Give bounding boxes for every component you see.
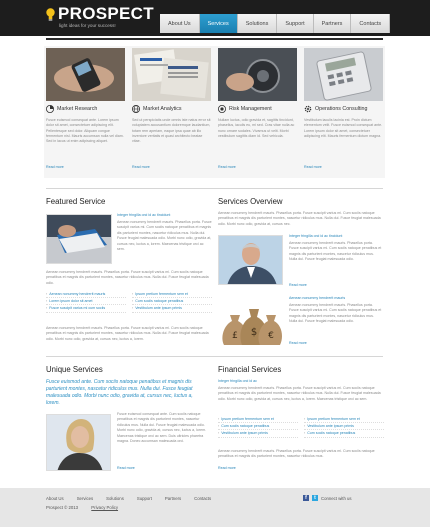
financial-paragraph-2: Aenean nonummy hendrerit mauris. Phasellus porta. Fusce suscipit varius mi. Cum sociis natoque penatibus et magnis dis parturient montes, nascetur ridiculus mus. bbox=[218, 449, 375, 459]
privacy-policy-link[interactable]: Privacy Policy bbox=[91, 505, 119, 510]
bullet-link[interactable]: › Cum sociis natoque penatibus bbox=[304, 430, 384, 437]
feature-text: Nullam luctus, odio gravida et, sagittis tincidunt, phasellus, iaculis eu, mi sed. Cras vitae nulla ac nunc ornare sodales. Vivamus ut velit. Morbi vestibulum sagittis diam id. Sed vehicula. bbox=[218, 118, 295, 138]
feature-image-phone bbox=[46, 48, 125, 101]
section-divider bbox=[46, 188, 383, 189]
target-icon bbox=[218, 105, 226, 113]
footer-link-about-us[interactable]: About Us bbox=[46, 496, 64, 501]
feature-title: Risk Management bbox=[229, 106, 272, 112]
read-more-link[interactable]: Read more bbox=[289, 283, 307, 287]
feature-title: Market Research bbox=[57, 106, 98, 112]
social-links bbox=[303, 495, 352, 501]
twitter-icon[interactable]: t bbox=[312, 495, 318, 501]
footer-link-partners[interactable]: Partners bbox=[164, 496, 182, 501]
services-overview-heading: Services Overview bbox=[218, 197, 283, 206]
nav-services[interactable]: Services bbox=[200, 14, 238, 33]
bullet-link[interactable]: › Ipsum pretium fermentum sem et bbox=[132, 291, 212, 298]
connect-text: Connect with us bbox=[321, 495, 352, 501]
feature-title: Market Analytics bbox=[143, 106, 182, 112]
financial-lead-link[interactable]: Integer fringilla orci id ac bbox=[218, 379, 257, 383]
nav-support[interactable]: Support bbox=[277, 14, 313, 33]
overview-image-money-bags bbox=[218, 297, 283, 347]
copyright-text: Prospect © 2013 bbox=[46, 505, 79, 510]
overview-item2-link[interactable]: Aenean nonummy hendrerit mauris bbox=[289, 296, 346, 300]
globe-icon bbox=[132, 105, 140, 113]
featured-paragraph-1: Aenean nonummy hendrerit mauris. Phasellus porta. Fusce suscipit varius mi. Cum sociis natoque penatibus et magnis dis parturient montes, nascetur ridiculus mus. Nulla dui. Fusce feugiat malesuada odio. Morbi nunc odio, gravida at, cursus nec, luctus a, lorem. Maecenas tristique orci ac sem. bbox=[117, 220, 212, 252]
nav-partners[interactable]: Partners bbox=[314, 14, 352, 33]
feature-image-lock bbox=[218, 48, 297, 101]
unique-services-heading: Unique Services bbox=[46, 365, 103, 374]
read-more-link[interactable]: Read more bbox=[117, 466, 135, 470]
section-divider bbox=[46, 356, 383, 357]
financial-services-heading: Financial Services bbox=[218, 365, 282, 374]
read-more-link[interactable]: Read more bbox=[218, 466, 236, 470]
footer-link-services[interactable]: Services bbox=[76, 496, 94, 501]
bullet-link[interactable]: › Ipsum pretium fermentum sem et bbox=[304, 416, 384, 423]
financial-bullets-right bbox=[304, 416, 384, 438]
header-divider bbox=[46, 38, 383, 40]
bullet-link[interactable]: › Aenean nonummy hendrerit mauris bbox=[46, 291, 126, 298]
overview-image-man bbox=[218, 235, 283, 285]
nav-contacts[interactable]: Contacts bbox=[351, 14, 390, 33]
footer-link-solutions[interactable]: Solutions bbox=[106, 496, 124, 501]
feature-risk-management bbox=[218, 48, 297, 176]
bullet-link[interactable]: › Cum sociis natoque penatibus bbox=[132, 298, 212, 305]
nav-about-us[interactable]: About Us bbox=[160, 14, 200, 33]
lightbulb-icon bbox=[46, 8, 55, 21]
read-more-link[interactable]: Read more bbox=[289, 341, 307, 345]
footer-nav bbox=[46, 496, 211, 501]
bullet-link[interactable]: › Vestibulum ante ipsum primis bbox=[218, 430, 298, 437]
brand-name: PROSPECT bbox=[58, 4, 154, 23]
feature-header bbox=[304, 104, 383, 114]
bullet-link[interactable]: › Ipsum pretium fermentum sem et bbox=[218, 416, 298, 423]
overview-item1-text: Aenean nonummy hendrerit mauris. Phasellus porta. Fusce suscipit varius mi. Cum sociis natoque penatibus et magnis dis parturient montes, nascetur ridiculus mus. Nulla dui. Fusce feugiat malesuada odio. bbox=[289, 241, 382, 262]
bullet-link[interactable]: › Lorem ipsum dolor sit amet bbox=[46, 298, 126, 305]
feature-title: Operations Consulting bbox=[315, 106, 368, 112]
chart-icon bbox=[46, 105, 54, 113]
feature-text: Sed ut perspiciatis unde omnis iste natus error sit voluptatem accusantium doloremque laudantium, totam rem aperiam, eaque ipsa quae ab illo inventore veritatis et quasi architecto beatae vitae. bbox=[132, 118, 211, 144]
svg-text:€: € bbox=[268, 331, 274, 341]
feature-image-calculator bbox=[304, 48, 383, 101]
gear-icon bbox=[304, 105, 312, 113]
feature-header bbox=[132, 104, 211, 114]
unique-text: Fusce euismod consequat ante. Cum sociis natoque penatibus et magnis dis parturient montes, nascetur ridiculus mus. Nulla dui. Fusce feugiat malesuada odio. Morbi nunc odio, gravida at, cursus nec, luctus a, lorem. Maecenas tristique orci ac sem. Duis ultricies pharetra magna. Donec accumsan malesuada orci. bbox=[117, 412, 207, 444]
svg-text:$: $ bbox=[250, 327, 258, 338]
featured-service-heading: Featured Service bbox=[46, 197, 106, 206]
featured-paragraph-3: Aenean nonummy hendrerit mauris. Phasellus porta. Fusce suscipit varius mi. Cum sociis natoque penatibus et magnis dis parturient montes, nascetur ridiculus mus. Nulla dui. Fusce feugiat malesuada odio. Morbi nunc odio, gravida at, cursus nec, luctus a, lorem. bbox=[46, 326, 209, 341]
feature-text: Vestibulum iaculis lacinia est. Proin dictum elementum velit. Fusce euismod consequat ante. Lorem ipsum dolor sit amet, consectetuer adipiscing elit. Mauris fermentum dictum magna. bbox=[304, 118, 383, 138]
feature-text: Fusce euismod consequat ante. Lorem ipsum dolor sit amet, consectetuer adipiscing elit. Pellentesque sed dolor. Aliquam congue fermentum nisl. Mauris accumsan nulla vel diam. Sed in lacus ut enim adipiscing aliquet. bbox=[46, 118, 124, 144]
overview-item2-text: Aenean nonummy hendrerit mauris. Phasellus porta. Fusce suscipit varius mi. Cum sociis natoque penatibus et magnis dis parturient montes, nascetur ridiculus mus. Nulla dui. Fusce feugiat malesuada odio. bbox=[289, 303, 382, 324]
read-more-link[interactable]: Read more bbox=[218, 165, 236, 169]
svg-text:£: £ bbox=[232, 331, 238, 341]
feature-header bbox=[218, 104, 297, 114]
featured-bullets-left bbox=[46, 291, 126, 313]
feature-boxes bbox=[46, 48, 383, 176]
footer-link-contacts[interactable]: Contacts bbox=[194, 496, 212, 501]
feature-market-analytics bbox=[132, 48, 211, 176]
main-nav bbox=[160, 14, 390, 33]
read-more-link[interactable]: Read more bbox=[304, 165, 322, 169]
featured-bullets-right bbox=[132, 291, 212, 313]
read-more-link[interactable]: Read more bbox=[46, 165, 64, 169]
brand-tagline: light ideas for your success! bbox=[59, 23, 116, 28]
overview-item1-link[interactable]: Integer fringilla orci id ac tincidunt bbox=[289, 234, 343, 238]
feature-market-research bbox=[46, 48, 125, 176]
footer-link-support[interactable]: Support bbox=[136, 496, 152, 501]
facebook-icon[interactable]: f bbox=[303, 495, 309, 501]
footer-copyright bbox=[46, 505, 118, 510]
footer bbox=[0, 488, 430, 527]
unique-image-woman bbox=[46, 414, 111, 471]
bullet-link[interactable]: › Cum sociis natoque penatibus bbox=[218, 423, 298, 430]
featured-paragraph-2: Aenean nonummy hendrerit mauris. Phasellus porta. Fusce suscipit varius mi. Cum sociis natoque penatibus et magnis dis parturient montes, nascetur ridiculus mus. Nulla dui. Fusce feugiat malesuada odio. bbox=[46, 270, 209, 285]
feature-image-newspapers bbox=[132, 48, 211, 101]
feature-operations-consulting bbox=[304, 48, 383, 176]
nav-solutions[interactable]: Solutions bbox=[238, 14, 278, 33]
bullet-link[interactable]: › Fusce suscipit varius mi cum sociis bbox=[46, 305, 126, 312]
financial-bullets-left bbox=[218, 416, 298, 438]
read-more-link[interactable]: Read more bbox=[132, 165, 150, 169]
bullet-link[interactable]: › Vestibulum ante ipsum primis bbox=[132, 305, 212, 312]
featured-service-image bbox=[46, 214, 112, 264]
financial-paragraph-1: Aenean nonummy hendrerit mauris. Phasellus porta. Fusce suscipit varius mi. Cum sociis natoque penatibus et magnis dis parturient montes, nascetur ridiculus mus. Nulla dui. Fusce feugiat malesuada odio. Morbi nunc odio, gravida at, cursus nec, luctus a, lorem. Maecenas tristique orci ac sem. bbox=[218, 386, 381, 401]
overview-intro: Aenean nonummy hendrerit mauris. Phasellus porta. Fusce suscipit varius mi. Cum sociis natoque penatibus et magnis dis parturient montes, nascetur ridiculus mus. Nulla dui. Fusce feugiat malesuada odio. Morbi nunc odio, gravida at, cursus nec. bbox=[218, 211, 381, 226]
bullet-link[interactable]: › Vestibulum ante ipsum primis bbox=[304, 423, 384, 430]
featured-lead-link[interactable]: Integer fringilla orci id ac tincidunt bbox=[117, 213, 171, 217]
feature-header bbox=[46, 104, 125, 114]
unique-quote: Fusce euismod ante. Cum sociis natoque penatibus et magnis dis parturient montes, nascetur ridiculus mus. Nulla dui. Fusce feugiat malesuada odio. Morbi nunc odio, gravida at, cursus nec, luctus a, lorem. bbox=[46, 379, 193, 406]
